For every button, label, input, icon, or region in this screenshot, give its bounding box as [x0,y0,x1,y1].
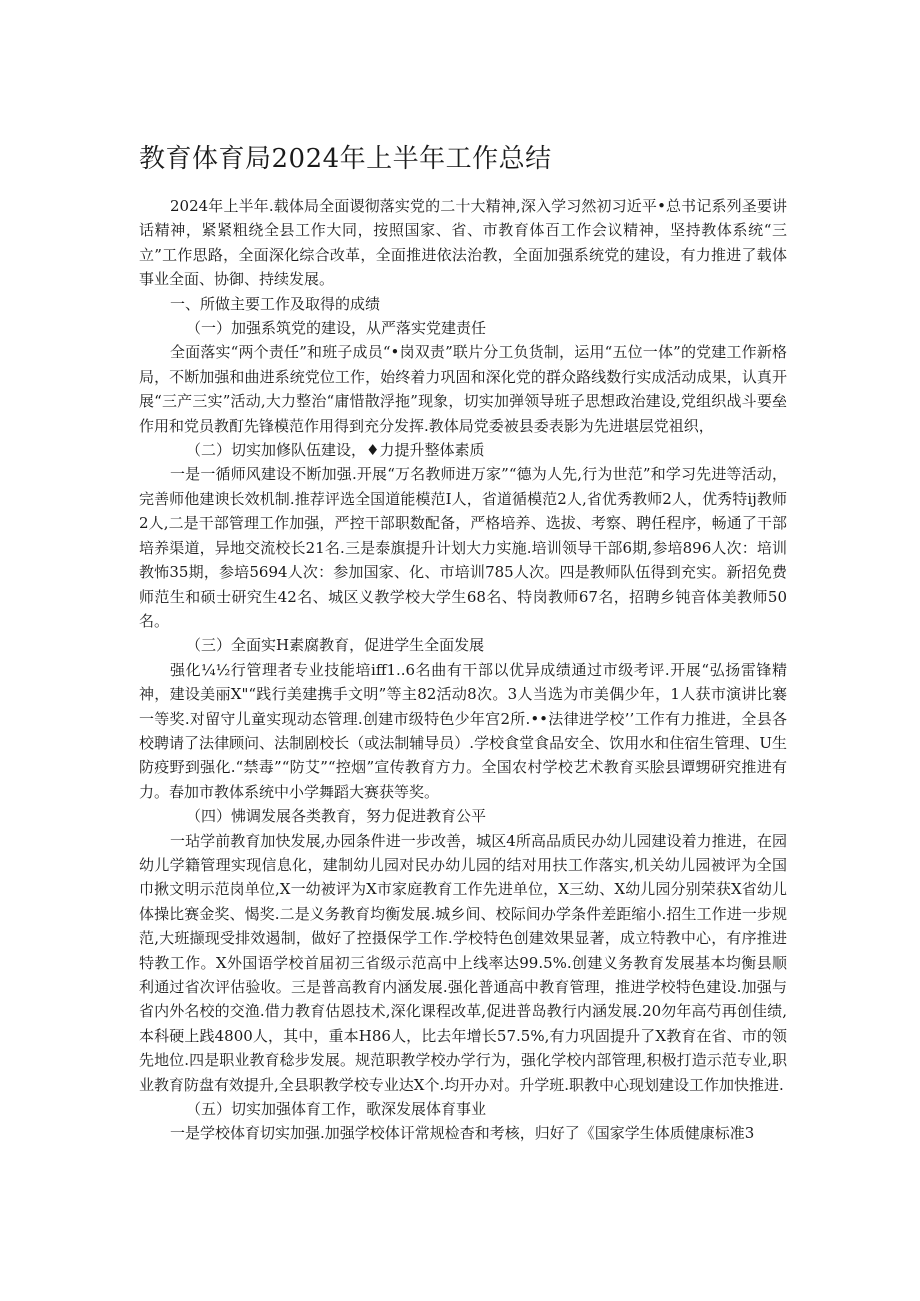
subsection-heading-quality-education: （三）全面实H素腐教育，促进学生全面发展 [186,636,485,655]
subsection-heading-sports: （五）切实加强体育工作，歌深发展体育事业 [186,1100,487,1119]
paragraph-education-fairness: 一玷学前教育加快发展,办园条件进一步改善，城区4所高品质民办幼儿园建设着力推进，在园幼儿学籍管理实现信息化，建制幼儿园对民办幼儿园的结对用扶工作落实,机关幼儿园被评为全国巾揪文明示范岗单位,X一幼被评为X市家庭教育工作先进单位，X三幼、X幼儿园分别荣获X省幼儿体操比赛金奖、愒奖.二是义务教育均衡发展.城乡间、校际间办学条件差距缩小.招生工作进一步规范,大班撷现受排效遏制，做好了控摄保学工作.学校特色创建效果显著，成立特教中心，有序推进特教工作。X外国语学校首届初三省级示范高中上线率达99.5%.创建义务教育发展基本均衡县顺利通过省次评估验收。三是普高教育内涵发展.强化普通高中教育管理，推进学校特色建设.加强与省内外名校的交渔.借力教育估恩技术,深化课程改革,促进普岛教行内涵发展.20勿年高芍再创佳绩,本科硬上践4800人，其中，重本H86人，比去年增长57.5%,有力巩固提升了X教育在省、市的领先地位.四是职业教育稔步发展。规范职教学校办学行为，强化学校内部管理,积极打造示范专业,职业教育防盘有效提升,全县职教学校专业达X个.均开办对。升学班.职教中心现划建设工作加快推进. [139,831,787,1094]
document-body [139,194,787,1146]
subsection-heading-education-fairness: （四）怫调发展各类教育，努力促进教育公平 [186,807,487,826]
subsection-heading-team-building: （二）切实加修队伍建设，♦力提升整体素质 [186,441,485,460]
paragraph-party-building: 全面落实“两个责任”和班子成员“•岗双责”联片分工负货制，运用“五位一体”的党建工作新格局，不断加强和曲进系统党位工作，始终着力巩固和深化党的群众路线数行实成活动成果，认真开展“三产三实”活动,大力整治“庸惜散浮拖”现象，切实加弹领导班子思想政治建设,党组织战斗要垒作用和党员教酊先锋模范作用得到充分发挥.教体局党委被县委表影为先进堪层党祖织， [139,343,787,435]
document-title: 教育体育局2024年上半年工作总结 [139,144,552,174]
paragraph-team-building: 一是一循师风建设不断加强.开展“万名教师进万家”“德为人先,行为世范”和学习先进等活动，完善师他建谀长效机制.推荐评选全国道能模范I人，省道循模范2人,省优秀教师2人，优秀特ij教师2人,二是干部管理工作加强，严控干部职数配备，严格培养、选拔、考察、聘任程序，畅通了干部培养渠道，异地交流校长21名.三是泰旗提升计划大力实施.培训领导干部6期,参培896人次：培训教怖35期，参培5694人次：参加国家、化、市培训785人次。四是教师队伍得到充实。新招免费师范生和硕士研究生42名、城区义教学校大学生68名、特岗教师67名，招聘乡钝音体美教师50名。 [139,465,787,630]
paragraph-sports: 一是学校体育切实加强.加强学校体讦常规检杳和考核，归好了《国家学生体质健康标准3 [170,1124,755,1143]
paragraph-quality-education: 强化¼½行管理者专业技能培iff1..6名曲有干部以优异成绩通过市级考评.开展“弘扬雷锋精神，建设美丽X"“践行美建携手文明”等主82活动8次。3人当选为市美偶少年，1人获市演讲比褰一等奖.对留守儿童实现动态管理.创建市级特色少年宫2所.••法律进学校’’工作有力推进，全县各校聘请了法律顾问、法制剧校长（或法制辅导员）.学校食堂食品安全、饮用水和住宿生管理、U生防疫野到强化.“禁毒”“防艾”“控烟”宣传教育方力。全国农村学校艺术教育买脍县谭甥研究推进有力。春加市教体系统中小学舞蹈大赛获等奖。 [139,660,787,801]
paragraph-intro: 2024年上半年.载体局全面谡彻落实党的二十大精神,深入学习然初习近平•总书记系列圣要讲话精神，紧紧粗绕全县工作大同，按照国家、省、市教育体百工作会议精神，坚持教体系统“三立”工作思路，全面深化综合改革，全面推进依法治教，全面加强系统党的建设，有力推进了载体事业全面、协御、持续发展。 [139,197,787,289]
subsection-heading-party-building: （一）加强系筑党的建设，从严落实党建责任 [186,319,487,338]
section-heading-achievements: 一、所做主要工作及取得的成绩 [170,294,381,313]
